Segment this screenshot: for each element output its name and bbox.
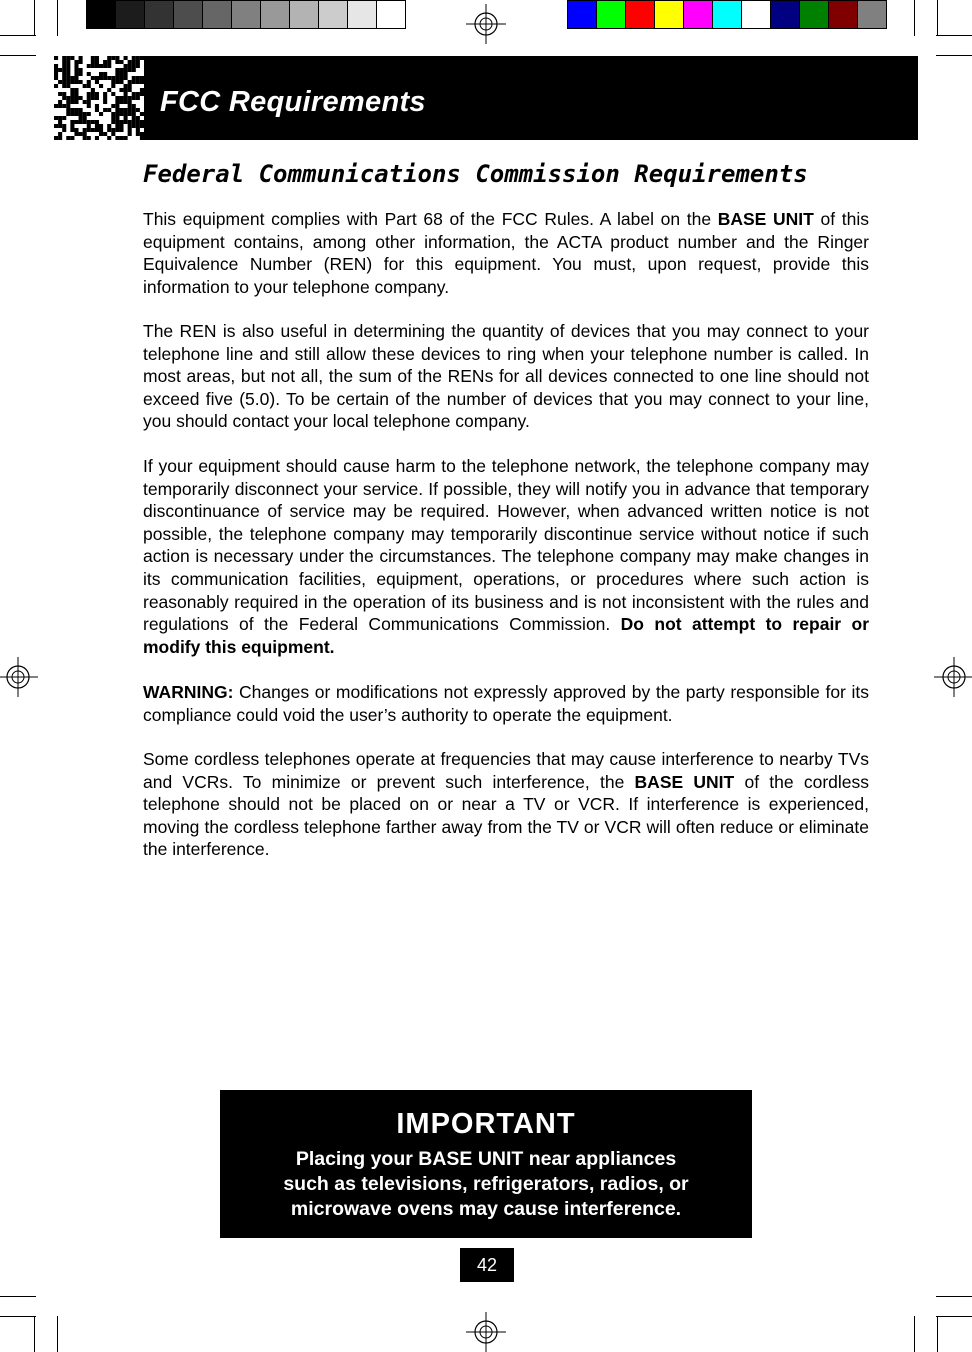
gray-swatch xyxy=(289,0,319,29)
paragraph-text: of this equipment contains, among other information, the ACTA product number and the Ringer Equivalence Number (REN) for this equipment. You must, upon request, provide this information to your telephone company. xyxy=(143,209,869,297)
gray-swatch xyxy=(115,0,145,29)
registration-mark-bottom xyxy=(466,1312,506,1352)
paragraph-fcc-part68 xyxy=(143,208,869,298)
color-swatch xyxy=(741,0,771,29)
important-title: IMPORTANT xyxy=(396,1108,576,1140)
gray-swatch xyxy=(144,0,174,29)
bold-warning-repair: Do not attempt to repair or modify this equipment. xyxy=(143,614,870,657)
important-notice-box xyxy=(220,1090,752,1238)
color-swatch xyxy=(567,0,597,29)
gray-swatch xyxy=(376,0,406,29)
pattern-logo-icon xyxy=(54,56,144,140)
color-swatch xyxy=(683,0,713,29)
page-title: FCC Requirements xyxy=(160,86,426,118)
bold-base-unit: BASE UNIT xyxy=(717,209,814,229)
gray-swatch xyxy=(86,0,116,29)
registration-mark-right xyxy=(934,657,972,697)
color-swatch xyxy=(596,0,626,29)
gray-swatch xyxy=(231,0,261,29)
color-swatch xyxy=(857,0,887,29)
gray-swatch xyxy=(173,0,203,29)
important-text xyxy=(250,1147,722,1222)
bold-base-unit: BASE UNIT xyxy=(634,771,735,792)
color-swatch xyxy=(770,0,800,29)
header-banner xyxy=(144,56,918,140)
paragraph-network-harm xyxy=(143,455,869,658)
registration-mark-left xyxy=(0,657,38,697)
color-swatch xyxy=(828,0,858,29)
gray-swatch xyxy=(202,0,232,29)
document-title: Federal Communications Commission Requirements xyxy=(143,160,808,188)
gray-swatch xyxy=(347,0,377,29)
paragraph-text: of the cordless telephone should not be placed on or near a TV or VCR. If interference is experienced, moving the cordless telephone farther away from the TV or VCR will often reduce or eliminate the interference. xyxy=(143,771,870,860)
paragraph-text: This equipment complies with Part 68 of the FCC Rules. A label on the xyxy=(143,209,718,229)
gray-swatch xyxy=(260,0,290,29)
color-swatch xyxy=(654,0,684,29)
warning-label: WARNING: xyxy=(143,682,234,702)
paragraph-text: Changes or modifications not expressly approved by the party responsible for its compliance could void the user’s authority to operate the equipment. xyxy=(143,682,869,725)
color-swatch xyxy=(625,0,655,29)
paragraph-text: If your equipment should cause harm to the telephone network, the telephone company may temporarily disconnect your service. If possible, they will notify you in advance that temporary discontinuance of service may be required. However, when advanced written notice is not possible, the telephone company may temporarily discontinue service without notice if such action is necessary under the circumstances. The telephone company may make changes in its communication facilities, equipment, operations, or procedures where such action is reasonably required in the operation of its business and is not inconsistent with the rules and regulations of the Federal Communications Commission. xyxy=(143,456,869,635)
registration-mark-top xyxy=(466,4,506,44)
color-swatch xyxy=(799,0,829,29)
gray-swatch xyxy=(318,0,348,29)
paragraph-text: Some cordless telephones operate at frequencies that may cause interference to nearby TVs and VCRs. To minimize or prevent such interference, the xyxy=(143,749,869,792)
paragraph-warning xyxy=(143,681,869,726)
paragraph-ren: The REN is also useful in determining the quantity of devices that you may connect to your telephone line and still allow these devices to ring when your telephone number is called. In most areas, but not all, the sum of the RENs for all devices connected to one line should not exceed five (5.0). To be certain of the number of devices that you may connect to your line, you should contact your local telephone company. xyxy=(143,321,869,432)
important-line: Placing your BASE UNIT near appliances xyxy=(295,1148,677,1170)
paragraph-interference xyxy=(143,748,869,861)
important-line: microwave ovens may cause interference. xyxy=(290,1198,682,1220)
important-line: such as televisions, refrigerators, radios, or xyxy=(283,1173,689,1195)
page-number: 42 xyxy=(460,1248,514,1282)
color-swatch xyxy=(712,0,742,29)
